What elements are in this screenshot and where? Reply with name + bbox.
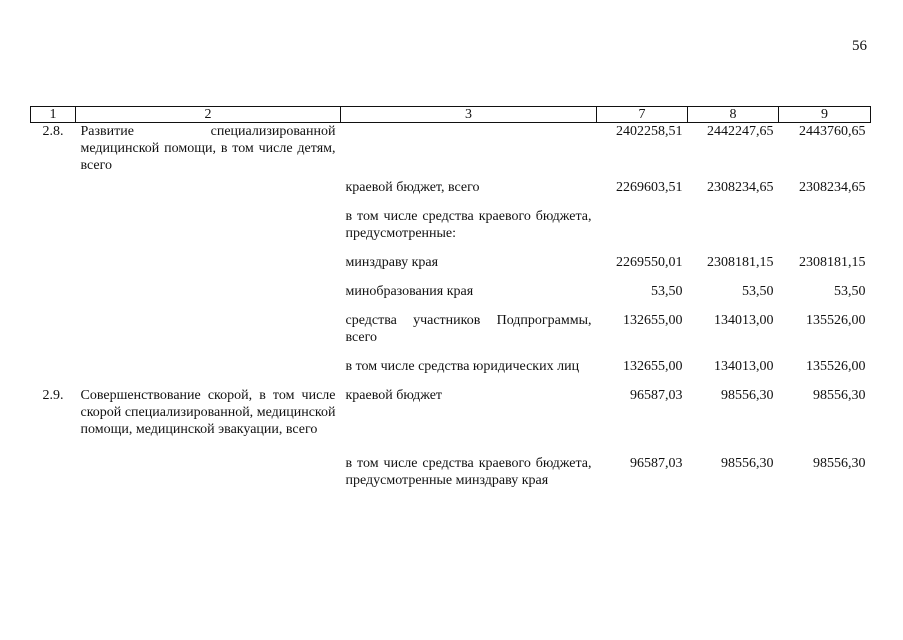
value-col-7: 96587,03 xyxy=(630,456,683,471)
value-col-7: 96587,03 xyxy=(630,388,683,403)
value-col-7: 132655,00 xyxy=(623,313,683,328)
section-number: 2.9. xyxy=(42,388,64,403)
value-col-9: 98556,30 xyxy=(813,456,866,471)
column-header-2: 2 xyxy=(76,107,341,123)
column-header-1: 1 xyxy=(31,107,76,123)
value-col-9: 135526,00 xyxy=(806,359,866,374)
section-title: Совершенствование скорой, в том числе скорой специализированной, медицинской помощи, медицинской эвакуации, всего xyxy=(80,388,336,437)
value-col-7: 132655,00 xyxy=(623,359,683,374)
funding-source: в том числе средства краевого бюджета, предусмотренные минздраву края xyxy=(345,456,592,488)
table-header-row xyxy=(31,107,871,123)
budget-table xyxy=(30,106,871,489)
funding-source xyxy=(341,123,597,141)
value-col-8: 134013,00 xyxy=(714,313,774,328)
value-col-7: 53,50 xyxy=(651,284,683,299)
funding-source: в том числе средства юридических лиц xyxy=(345,359,580,374)
value-col-7: 2269550,01 xyxy=(616,255,683,270)
value-col-8: 2308234,65 xyxy=(707,180,774,195)
column-header-3: 3 xyxy=(341,107,597,123)
column-header-8: 8 xyxy=(688,107,779,123)
funding-source: в том числе средства краевого бюджета, предусмотренные: xyxy=(345,209,592,241)
table-row xyxy=(31,387,871,455)
section-number: 2.8. xyxy=(42,124,64,139)
value-col-9: 2308234,65 xyxy=(799,180,866,195)
table-row xyxy=(31,312,871,346)
funding-source: средства участников Подпрограммы, всего xyxy=(345,313,592,345)
value-col-8: 2308181,15 xyxy=(707,255,774,270)
value-col-8: 53,50 xyxy=(742,284,774,299)
value-col-9: 53,50 xyxy=(834,284,866,299)
funding-source: минобразования края xyxy=(345,284,474,299)
table-row xyxy=(31,208,871,242)
value-col-9: 98556,30 xyxy=(813,388,866,403)
value-col-7 xyxy=(597,208,688,242)
value-col-8: 134013,00 xyxy=(714,359,774,374)
column-header-7: 7 xyxy=(597,107,688,123)
value-col-8: 2442247,65 xyxy=(707,124,774,139)
funding-source: краевой бюджет, всего xyxy=(345,180,480,195)
value-col-9: 2308181,15 xyxy=(799,255,866,270)
value-col-8: 98556,30 xyxy=(721,456,774,471)
funding-source: минздраву края xyxy=(345,255,439,270)
page-number: 56 xyxy=(852,38,867,54)
table-row xyxy=(31,123,871,141)
table-row xyxy=(31,283,871,300)
section-title: Развитие специализированной медицинской помощи, в том числе детям, всего xyxy=(80,124,336,173)
table-row xyxy=(31,254,871,271)
table-row xyxy=(31,358,871,375)
value-col-9 xyxy=(779,208,871,242)
value-col-7: 2402258,51 xyxy=(616,124,683,139)
value-col-8: 98556,30 xyxy=(721,388,774,403)
value-col-7: 2269603,51 xyxy=(616,180,683,195)
value-col-9: 2443760,65 xyxy=(799,124,866,139)
funding-source: краевой бюджет xyxy=(345,388,443,403)
value-col-8 xyxy=(688,208,779,242)
column-header-9: 9 xyxy=(779,107,871,123)
value-col-9: 135526,00 xyxy=(806,313,866,328)
